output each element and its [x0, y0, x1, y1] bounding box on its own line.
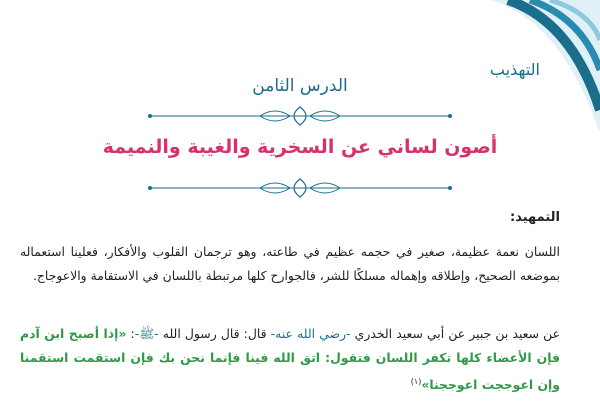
lesson-headline: أصون لساني عن السخرية والغيبة والنميمة [102, 136, 498, 158]
footnote-marker: (١) [410, 377, 422, 386]
prophet-honorific: -ﷺ- [134, 326, 159, 341]
hadith-block [20, 322, 560, 397]
hadith-said: قال: قال رسول الله [162, 326, 267, 341]
hadith-text: «إذا أصبح ابن آدم فإن الأعضاء كلها تكفر اللسان فتقول: اتق الله فينا فإنما نحن بك فإن استقمت استقمنا وإن اعوججت اعوججنا» [20, 326, 560, 393]
hadith-colon: : [130, 326, 135, 341]
subject-label: التهذيب [489, 60, 540, 79]
intro-heading: التمهيد: [510, 210, 560, 225]
hadith-lead: عن سعيد بن جبير عن أبي سعيد الخدري [354, 326, 561, 341]
hadith-paragraph [20, 322, 560, 397]
companion-honorific: -رضي الله عنه- [270, 326, 351, 341]
intro-text: اللسان نعمة عظيمة، صغير في حجمه عظيم في طاعته، وهو ترجمان القلوب والأفكار، فعلينا استعماله بموضعه الصحيح، وإطلاقه وإهماله مسلكًا للشر، فالجوارح كلها مرتبطة باللسان في الاستقامة والاعوجاج. [20, 244, 560, 283]
lesson-title: الدرس الثامن [252, 76, 348, 96]
ornament-top [0, 104, 600, 128]
intro-paragraph [20, 240, 560, 288]
ornament-bottom [0, 176, 600, 200]
